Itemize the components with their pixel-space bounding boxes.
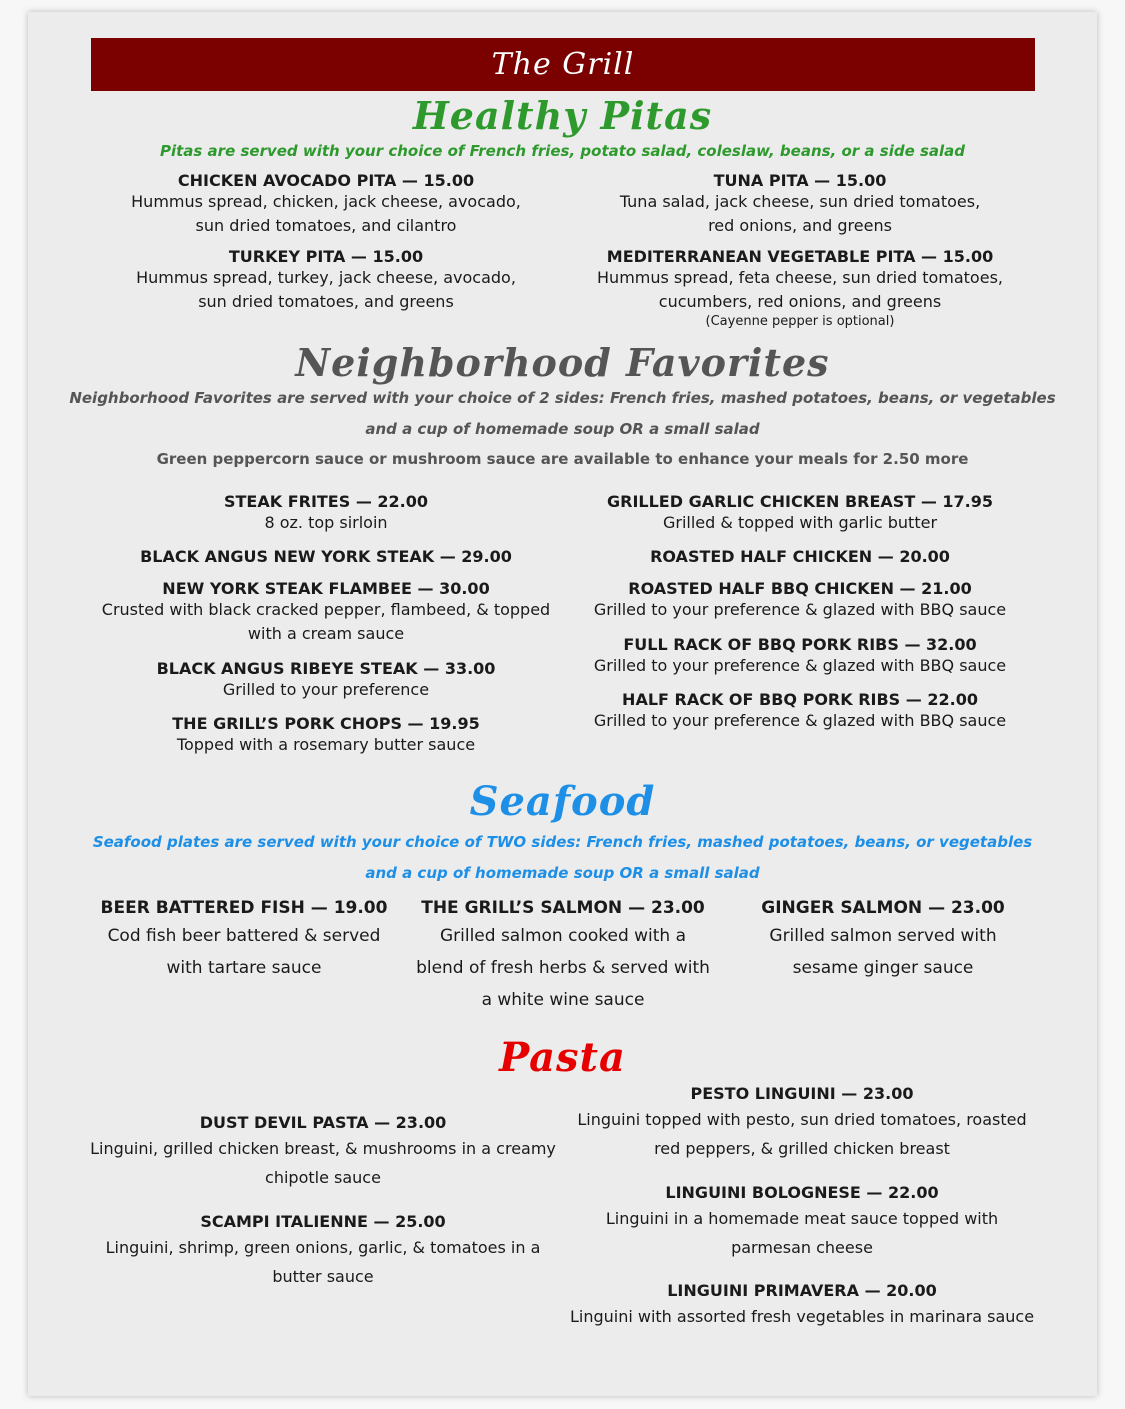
item-description: a white wine sauce [481,990,645,1010]
item-note: (Cayenne pepper is optional) [705,314,895,329]
item-description: Linguini, grilled chicken breast, & mushrooms in a creamy [90,1139,556,1158]
item-description: 8 oz. top sirloin [264,513,388,532]
menu-item-ribeye [96,659,556,702]
item-description: with tartare sauce [166,958,322,978]
item-description: Hummus spread, feta cheese, sun dried tomatoes, [597,268,1003,287]
menu-item-half-rack-ribs [570,690,1030,733]
item-name: TUNA PITA — 15.00 [713,171,887,190]
menu-item-chicken-avocado-pita [96,171,556,238]
menu-item-ny-steak [96,547,556,566]
pasta-title: Pasta [499,1034,626,1081]
pitas-title: Healthy Pitas [412,93,713,138]
item-name: SCAMPI ITALIENNE — 25.00 [200,1212,446,1231]
menu-item-steak-flambee [96,579,556,646]
item-name: NEW YORK STEAK FLAMBEE — 30.00 [162,579,490,598]
menu-item-steak-frites [96,492,556,535]
item-description: chipotle sauce [265,1168,381,1187]
item-name: BLACK ANGUS NEW YORK STEAK — 29.00 [140,547,512,566]
menu-item-turkey-pita [96,247,556,314]
item-description: Grilled salmon cooked with a [439,926,687,946]
menu-item-linguini-primavera [567,1280,1037,1331]
item-description: Linguini topped with pesto, sun dried tomatoes, roasted [577,1110,1027,1129]
item-description: Cod fish beer battered & served [107,926,381,946]
menu-item-pork-chops [96,714,556,757]
menu-item-dust-devil-pasta [88,1112,558,1192]
menu-item-linguini-bolognese [567,1182,1037,1262]
item-name: CHICKEN AVOCADO PITA — 15.00 [177,171,475,190]
item-description: sesame ginger sauce [792,958,974,978]
menu-item-full-rack-ribs [570,635,1030,678]
favorites-note: and a cup of homemade soup OR a small salad [365,420,760,438]
pitas-note: Pitas are served with your choice of French fries, potato salad, coleslaw, beans, or a side salad [159,142,966,160]
item-description: Grilled & topped with garlic butter [662,513,938,532]
item-description: Grilled to your preference & glazed with BBQ sauce [593,600,1007,619]
item-description: Linguini, shrimp, green onions, garlic, & tomatoes in a [105,1238,541,1257]
item-name: THE GRILL’S SALMON — 23.00 [421,898,705,918]
item-name: PESTO LINGUINI — 23.00 [690,1084,914,1103]
item-name: DUST DEVIL PASTA — 23.00 [199,1113,447,1132]
item-description: sun dried tomatoes, and cilantro [195,216,457,235]
menu-banner [91,38,1035,91]
item-name: THE GRILL’S PORK CHOPS — 19.95 [172,714,480,733]
item-description: parmesan cheese [731,1238,873,1257]
item-description: sun dried tomatoes, and greens [198,292,454,311]
item-name: STEAK FRITES — 22.00 [223,492,429,511]
seafood-note: Seafood plates are served with your choice of TWO sides: French fries, mashed potatoes, beans, or vegetables [92,833,1033,851]
item-description: Grilled to your preference & glazed with BBQ sauce [593,656,1007,675]
menu-item-bbq-chicken [570,579,1030,622]
item-name: LINGUINI PRIMAVERA — 20.00 [667,1281,937,1300]
item-description: cucumbers, red onions, and greens [658,292,942,311]
item-description: red onions, and greens [708,216,892,235]
item-name: TURKEY PITA — 15.00 [228,247,424,266]
sauce-note: Green peppercorn sauce or mushroom sauce are available to enhance your meals for 2.50 more [156,450,969,468]
item-description: Hummus spread, chicken, jack cheese, avocado, [131,192,521,211]
menu-item-half-chicken [570,547,1030,566]
item-name: BEER BATTERED FISH — 19.00 [100,898,388,918]
item-name: FULL RACK OF BBQ PORK RIBS — 32.00 [623,635,977,654]
item-description: blend of fresh herbs & served with [416,958,710,978]
menu-item-mediterranean-pita [570,247,1030,330]
item-description: Topped with a rosemary butter sauce [176,735,476,754]
restaurant-name: The Grill [491,47,635,82]
item-name: ROASTED HALF BBQ CHICKEN — 21.00 [628,579,972,598]
seafood-note: and a cup of homemade soup OR a small salad [365,864,760,882]
item-name: LINGUINI BOLOGNESE — 22.00 [665,1183,939,1202]
menu-item-pesto-linguini [567,1083,1037,1163]
item-description: Grilled to your preference [222,680,430,699]
item-name: HALF RACK OF BBQ PORK RIBS — 22.00 [622,690,978,709]
item-name: MEDITERRANEAN VEGETABLE PITA — 15.00 [606,247,994,266]
menu-item-tuna-pita [570,171,1030,238]
item-description: Tuna salad, jack cheese, sun dried tomatoes, [619,192,981,211]
item-description: Linguini with assorted fresh vegetables in marinara sauce [569,1307,1035,1326]
item-description: Linguini in a homemade meat sauce topped with [605,1209,999,1228]
item-description: with a cream sauce [247,624,405,643]
item-description: Grilled salmon served with [769,926,997,946]
item-description: Grilled to your preference & glazed with BBQ sauce [593,711,1007,730]
menu-item-grill-salmon [403,896,723,1016]
item-description: butter sauce [272,1267,374,1286]
item-description: red peppers, & grilled chicken breast [654,1139,950,1158]
item-name: GINGER SALMON — 23.00 [761,898,1005,918]
seafood-title: Seafood [469,778,656,825]
favorites-note: Neighborhood Favorites are served with your choice of 2 sides: French fries, mashed potatoes, beans, or vegetables [69,389,1056,407]
favorites-title: Neighborhood Favorites [295,340,830,385]
menu-item-garlic-chicken [570,492,1030,535]
item-description: Hummus spread, turkey, jack cheese, avocado, [136,268,516,287]
item-name: GRILLED GARLIC CHICKEN BREAST — 17.95 [606,492,993,511]
item-name: ROASTED HALF CHICKEN — 20.00 [650,547,950,566]
item-description: Crusted with black cracked pepper, flambeed, & topped [101,600,551,619]
menu-item-beer-battered-fish [94,896,394,984]
item-name: BLACK ANGUS RIBEYE STEAK — 33.00 [156,659,496,678]
menu-item-ginger-salmon [738,896,1028,984]
menu-item-scampi-italienne [88,1211,558,1291]
